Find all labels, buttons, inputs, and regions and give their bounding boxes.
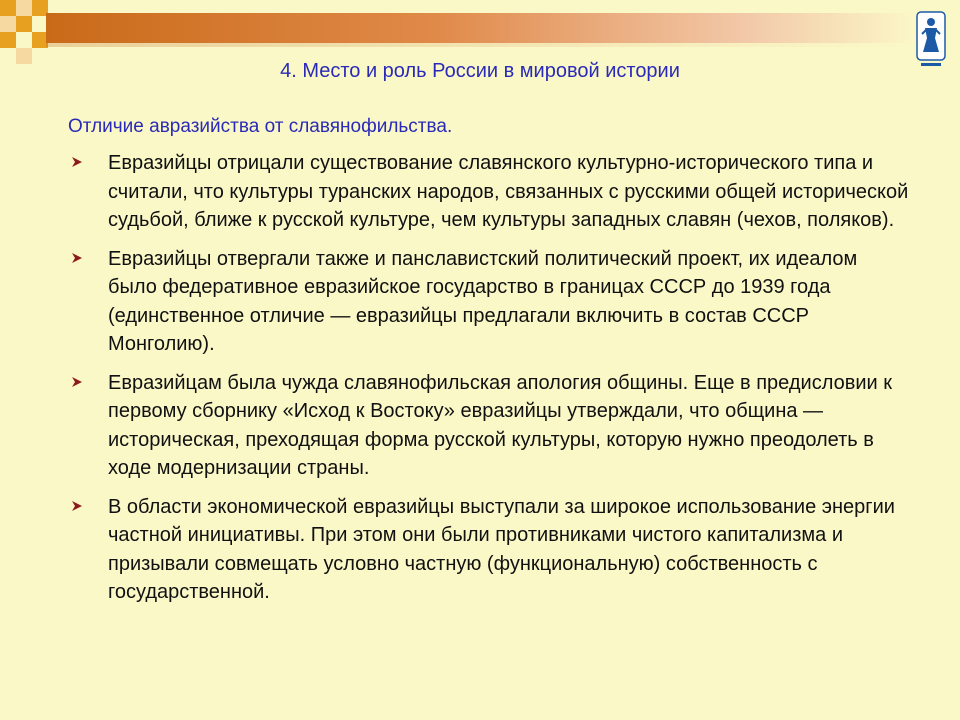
header-gradient-bar: [46, 13, 918, 43]
arrow-bullet-icon: [70, 499, 84, 513]
slide-subtitle: Отличие авразийства от славянофильства.: [68, 116, 453, 137]
list-item-text: В области экономической евразийцы выступали за широкое использование энергии частной инициативы. При этом они были противниками чистого капитализма и призывали совмещать условно частную (функциональную) собственность с государственной.: [108, 495, 895, 603]
list-item: [70, 245, 910, 359]
bullet-list: [70, 149, 910, 617]
arrow-bullet-icon: [70, 375, 84, 389]
list-item: [70, 149, 910, 235]
header-bar-shadow: [46, 43, 918, 47]
list-item: [70, 493, 910, 607]
slide-title: 4. Место и роль России в мировой истории: [280, 60, 680, 82]
list-item-text: Евразийцы отрицали существование славянского культурно-исторического типа и считали, что культуры туранских народов, связанных с русскими общей исторической судьбой, ближе к русской культуре, чем культуры западных славян (чехов, поляков).: [108, 152, 909, 231]
arrow-bullet-icon: [70, 155, 84, 169]
list-item-text: Евразийцы отвергали также и панславистский политический проект, их идеалом было федеративное евразийское государство в границах СССР до 1939 года (единственное отличие — евразийцы предлагали включить в состав СССР Монголию).: [108, 247, 858, 355]
arrow-bullet-icon: [70, 251, 84, 265]
list-item: [70, 369, 910, 483]
list-item-text: Евразийцам была чужда славянофильская апология общины. Еще в предисловии к первому сборнику «Исход к Востоку» евразийцы утверждали, что община — историческая, преходящая форма русской культуры, которую нужно преодолеть в ходе модернизации страны.: [108, 371, 892, 479]
